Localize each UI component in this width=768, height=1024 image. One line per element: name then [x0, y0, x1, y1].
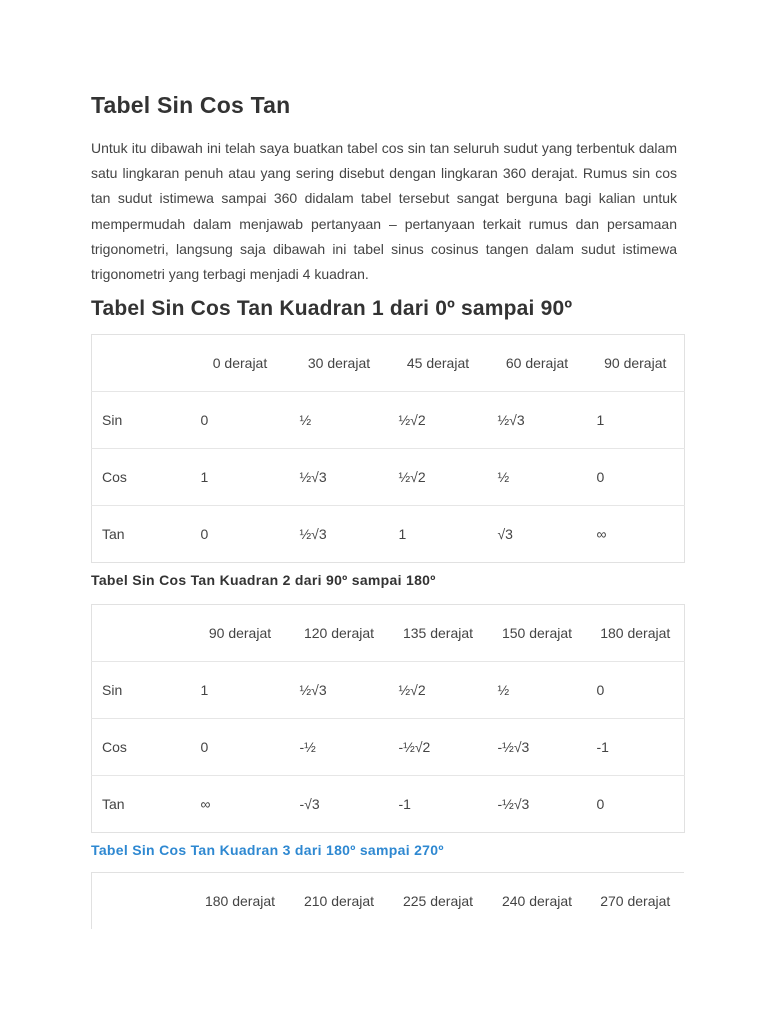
- table-cell: ½: [290, 392, 389, 449]
- table-header-cell: 0 derajat: [191, 335, 290, 392]
- table-row: [92, 776, 685, 833]
- table-header-row: [92, 873, 685, 930]
- table-header-cell: 210 derajat: [303, 893, 375, 909]
- table-header-cell: [92, 873, 191, 930]
- table-kuadran-2: [91, 604, 685, 833]
- table-header-cell: 45 derajat: [389, 335, 488, 392]
- table-cell: Sin: [92, 662, 191, 719]
- table-cell: ½√3: [290, 662, 389, 719]
- table-header-cell: 60 derajat: [488, 335, 587, 392]
- table-cell: -½√3: [497, 796, 530, 812]
- table-header-cell: [92, 335, 191, 392]
- table-cell: Tan: [102, 796, 125, 812]
- table-row: [92, 662, 685, 719]
- table-cell: ½√3: [488, 392, 587, 449]
- table-header-cell: [92, 605, 191, 662]
- table-cell: -√3: [299, 796, 320, 812]
- table-cell: 1: [587, 392, 685, 449]
- table-header-cell: 180 derajat: [204, 893, 276, 909]
- table-row: [92, 719, 685, 776]
- table-cell: ½: [488, 449, 587, 506]
- table-cell: 0: [596, 796, 605, 812]
- table-cell: -½: [290, 719, 389, 776]
- table-cell: Tan: [102, 526, 125, 542]
- table-cell: -1: [587, 719, 685, 776]
- table-header-cell: 150 derajat: [488, 605, 587, 662]
- table-header-row: [92, 605, 685, 662]
- table-cell: √3: [497, 526, 513, 542]
- table-cell: 1: [398, 526, 407, 542]
- table-cell: ∞: [596, 526, 607, 542]
- table-header-cell: 120 derajat: [290, 605, 389, 662]
- table-cell: 1: [191, 449, 290, 506]
- heading-kuadran-1: Tabel Sin Cos Tan Kuadran 1 dari 0º sampai 90º: [91, 297, 573, 320]
- table-header-cell: 225 derajat: [402, 893, 474, 909]
- table-cell: -1: [398, 796, 411, 812]
- table-cell: 0: [191, 392, 290, 449]
- table-cell: ½√2: [389, 662, 488, 719]
- table-cell: 0: [587, 449, 685, 506]
- table-cell: 0: [587, 662, 685, 719]
- table-header-cell: 30 derajat: [290, 335, 389, 392]
- table-header-row: [92, 335, 685, 392]
- table-row: [92, 506, 685, 563]
- table-cell: -½√2: [389, 719, 488, 776]
- table-row: [92, 392, 685, 449]
- page-title: Tabel Sin Cos Tan: [91, 92, 291, 118]
- table-cell: -½√3: [488, 719, 587, 776]
- table-cell: Cos: [92, 449, 191, 506]
- table-header-cell: 135 derajat: [389, 605, 488, 662]
- heading-kuadran-3-link[interactable]: Tabel Sin Cos Tan Kuadran 3 dari 180º sampai 270º: [91, 842, 444, 858]
- table-kuadran-1: [91, 334, 685, 563]
- table-cell: 1: [191, 662, 290, 719]
- table-cell: ½√3: [290, 449, 389, 506]
- table-cell: 0: [200, 526, 209, 542]
- table-cell: ½√3: [299, 526, 327, 542]
- table-cell: ∞: [200, 796, 211, 812]
- table-header-cell: 180 derajat: [587, 605, 685, 662]
- table-cell: ½√2: [389, 392, 488, 449]
- heading-kuadran-2: Tabel Sin Cos Tan Kuadran 2 dari 90º sampai 180º: [91, 572, 436, 588]
- table-cell: Cos: [92, 719, 191, 776]
- table-cell: ½√2: [389, 449, 488, 506]
- table-header-cell: 240 derajat: [501, 893, 573, 909]
- table-cell: 0: [191, 719, 290, 776]
- table-cell: Sin: [92, 392, 191, 449]
- table-kuadran-3: [91, 872, 684, 929]
- table-header-cell: 90 derajat: [587, 335, 685, 392]
- table-cell: ½: [488, 662, 587, 719]
- table-row: [92, 449, 685, 506]
- table-header-cell: 90 derajat: [191, 605, 290, 662]
- table-header-cell: 270 derajat: [600, 893, 671, 909]
- table-kuadran-3-partial: [91, 872, 684, 930]
- intro-paragraph: Untuk itu dibawah ini telah saya buatkan tabel cos sin tan seluruh sudut yang terbentuk dalam satu lingkaran penuh atau yang sering disebut dengan lingkaran 360 derajat. Rumus sin cos tan sudut istimewa sampai 360 didalam tabel tersebut sangat berguna bagi kalian untuk mempermudah dalam menjawab pertanyaan – pertanyaan terkait rumus dan persamaan trigonometri, langsung saja dibawah ini tabel sinus cosinus tangen dalam sudut istimewa trigonometri yang terbagi menjadi 4 kuadran.: [91, 140, 677, 283]
